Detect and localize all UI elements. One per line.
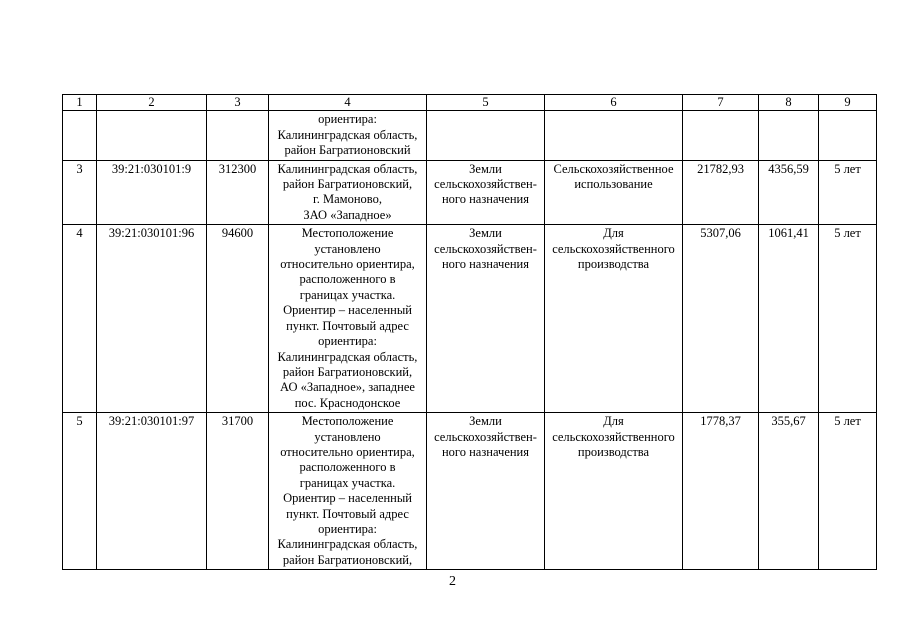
table-row <box>63 225 877 413</box>
value-col8-cell: 4356,59 <box>759 160 819 225</box>
column-header: 2 <box>97 95 207 111</box>
column-header: 5 <box>427 95 545 111</box>
table-row <box>63 160 877 225</box>
area-cell <box>207 111 269 160</box>
cadastral-number-cell <box>97 111 207 160</box>
term-cell: 5 лет <box>819 160 877 225</box>
location-cell: Калининградская область, район Багратионовский, г. Мамоново, ЗАО «Западное» <box>269 160 427 225</box>
permitted-use-cell: Сельскохозяйственное использование <box>545 160 683 225</box>
area-cell: 94600 <box>207 225 269 413</box>
cadastral-number-cell: 39:21:030101:9 <box>97 160 207 225</box>
value-col8-cell: 355,67 <box>759 413 819 570</box>
row-number-cell <box>63 111 97 160</box>
table-header-row <box>63 95 877 111</box>
table-row <box>63 413 877 570</box>
column-header: 9 <box>819 95 877 111</box>
permitted-use-cell <box>545 111 683 160</box>
location-cell: ориентира: Калининградская область, район Багратионовский <box>269 111 427 160</box>
value-col7-cell: 5307,06 <box>683 225 759 413</box>
column-header: 8 <box>759 95 819 111</box>
cadastral-number-cell: 39:21:030101:97 <box>97 413 207 570</box>
land-category-cell: Земли сельскохозяйствен- ного назначения <box>427 160 545 225</box>
land-plots-table <box>62 94 877 570</box>
term-cell <box>819 111 877 160</box>
column-header: 4 <box>269 95 427 111</box>
row-number-cell: 5 <box>63 413 97 570</box>
area-cell: 312300 <box>207 160 269 225</box>
land-category-cell: Земли сельскохозяйствен- ного назначения <box>427 225 545 413</box>
page-number: 2 <box>449 574 456 589</box>
location-cell: Местоположение установлено относительно ориентира, расположенного в границах участка. Ориентир – населенный пункт. Почтовый адрес ориентира: Калининградская область, район Багратионовский, АО «Западное», западнее пос. Краснодонское <box>269 225 427 413</box>
term-cell: 5 лет <box>819 413 877 570</box>
land-category-cell: Земли сельскохозяйствен- ного назначения <box>427 413 545 570</box>
value-col7-cell: 1778,37 <box>683 413 759 570</box>
location-cell: Местоположение установлено относительно ориентира, расположенного в границах участка. Ориентир – населенный пункт. Почтовый адрес ориентира: Калининградская область, район Багратионовский, <box>269 413 427 570</box>
table-row <box>63 111 877 160</box>
column-header: 7 <box>683 95 759 111</box>
row-number-cell: 4 <box>63 225 97 413</box>
row-number-cell: 3 <box>63 160 97 225</box>
value-col7-cell: 21782,93 <box>683 160 759 225</box>
term-cell: 5 лет <box>819 225 877 413</box>
value-col8-cell: 1061,41 <box>759 225 819 413</box>
column-header: 3 <box>207 95 269 111</box>
value-col7-cell <box>683 111 759 160</box>
area-cell: 31700 <box>207 413 269 570</box>
value-col8-cell <box>759 111 819 160</box>
column-header: 1 <box>63 95 97 111</box>
permitted-use-cell: Для сельскохозяйственного производства <box>545 413 683 570</box>
column-header: 6 <box>545 95 683 111</box>
cadastral-number-cell: 39:21:030101:96 <box>97 225 207 413</box>
land-category-cell <box>427 111 545 160</box>
permitted-use-cell: Для сельскохозяйственного производства <box>545 225 683 413</box>
